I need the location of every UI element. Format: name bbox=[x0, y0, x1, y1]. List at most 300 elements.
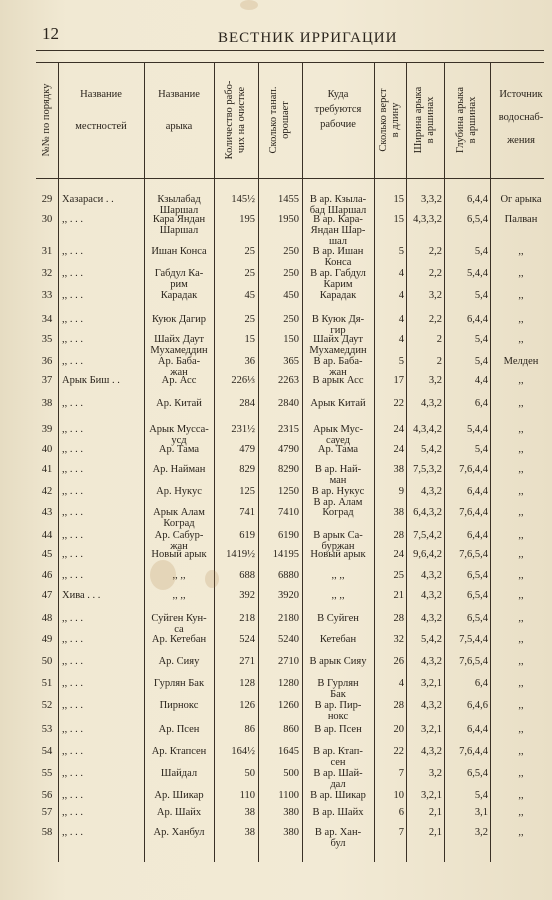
source-cell: ,, bbox=[518, 549, 524, 560]
length-cell: 22 bbox=[393, 398, 404, 409]
row-number: 32 bbox=[41, 268, 53, 279]
locality-cell: Хазараси . . bbox=[62, 194, 114, 205]
row-number: 54 bbox=[41, 746, 53, 757]
locality-cell: ,, . . . bbox=[62, 486, 83, 497]
tanap-cell: 8290 bbox=[278, 464, 299, 475]
locality-cell: ,, . . . bbox=[62, 700, 83, 711]
destination-cell: В ар. Нукус bbox=[311, 486, 365, 497]
destination-cell: В ар. Ишан bbox=[312, 246, 364, 257]
destination-cell: Конса bbox=[324, 257, 352, 268]
source-cell: ,, bbox=[518, 486, 524, 497]
width-cell: 4,3,2 bbox=[421, 398, 442, 409]
source-cell: ,, bbox=[518, 678, 524, 689]
workers-cell: 226⅓ bbox=[231, 375, 255, 386]
column-divider bbox=[214, 62, 215, 862]
aryk-name-cell: Ар. Псен bbox=[158, 724, 200, 735]
width-cell: 4,3,2 bbox=[421, 570, 442, 581]
length-cell: 15 bbox=[393, 194, 404, 205]
row-number: 34 bbox=[41, 314, 53, 325]
depth-cell: 6,5,4 bbox=[467, 768, 488, 779]
source-cell: ,, bbox=[518, 768, 524, 779]
tanap-cell: 860 bbox=[283, 724, 299, 735]
locality-cell: Хива . . . bbox=[62, 590, 101, 601]
aryk-name-cell: Ар. Ктапсен bbox=[151, 746, 207, 757]
column-divider bbox=[258, 62, 259, 862]
length-cell: 20 bbox=[393, 724, 404, 735]
row-number: 30 bbox=[41, 214, 53, 225]
aryk-name-cell: Карадак bbox=[160, 290, 198, 301]
column-divider bbox=[374, 62, 375, 862]
locality-cell: Арык Биш . . bbox=[62, 375, 120, 386]
aryk-name-cell: Ар. Тама bbox=[158, 444, 200, 455]
paper-stain bbox=[205, 570, 219, 588]
destination-cell: бул bbox=[330, 838, 346, 849]
length-cell: 5 bbox=[398, 246, 404, 257]
aryk-name-cell: Ишан Конса bbox=[151, 246, 207, 257]
width-cell: 4,3,4,2 bbox=[413, 424, 442, 435]
destination-cell: В ар. Псен bbox=[314, 724, 362, 735]
source-cell: ,, bbox=[518, 590, 524, 601]
row-number: 36 bbox=[41, 356, 53, 367]
aryk-name-cell: Ар. Шайх bbox=[156, 807, 202, 818]
aryk-name-cell: Куюк Дагир bbox=[151, 314, 207, 325]
destination-cell: сен bbox=[330, 757, 346, 768]
width-cell: 3,2,1 bbox=[421, 678, 442, 689]
locality-cell: ,, . . . bbox=[62, 827, 83, 838]
header-aryk: Название арыка bbox=[158, 89, 200, 132]
depth-cell: 3,1 bbox=[474, 807, 488, 818]
length-cell: 4 bbox=[398, 290, 404, 301]
aryk-name-cell: ,, ,, bbox=[172, 590, 186, 601]
header-width: Ширина арыка в аршинах bbox=[413, 86, 436, 154]
length-cell: 4 bbox=[398, 334, 404, 345]
source-cell: ,, bbox=[518, 613, 524, 624]
aryk-name-cell: Ар. Асс bbox=[161, 375, 197, 386]
source-cell: ,, bbox=[518, 790, 524, 801]
destination-cell: В ар. Кара- bbox=[313, 214, 363, 225]
workers-cell: 688 bbox=[239, 570, 255, 581]
row-number: 51 bbox=[41, 678, 53, 689]
row-number: 42 bbox=[41, 486, 53, 497]
tanap-cell: 365 bbox=[283, 356, 299, 367]
header-num: №№ по порядку bbox=[41, 83, 52, 157]
destination-cell: Коград bbox=[322, 507, 354, 518]
width-cell: 2,2 bbox=[428, 314, 442, 325]
destination-cell: ,, ,, bbox=[331, 570, 345, 581]
destination-cell: В ар. Хан- bbox=[314, 827, 362, 838]
header-workers: Количество рабо- чих на очистке bbox=[224, 80, 247, 160]
width-cell: 3,3,2 bbox=[421, 194, 442, 205]
destination-cell: В ар. Най- bbox=[314, 464, 362, 475]
source-cell: Палван bbox=[504, 214, 538, 225]
header-source: Источник водоснаб- жения bbox=[498, 89, 544, 146]
tanap-cell: 250 bbox=[283, 268, 299, 279]
workers-cell: 110 bbox=[239, 790, 255, 801]
destination-cell: дал bbox=[330, 779, 346, 790]
length-cell: 10 bbox=[393, 790, 404, 801]
workers-cell: 195 bbox=[239, 214, 255, 225]
row-number: 29 bbox=[41, 194, 53, 205]
source-cell: ,, bbox=[518, 375, 524, 386]
width-cell: 3,2,1 bbox=[421, 724, 442, 735]
width-cell: 3,2 bbox=[428, 375, 442, 386]
length-cell: 32 bbox=[393, 634, 404, 645]
source-cell: ,, bbox=[518, 634, 524, 645]
tanap-cell: 1950 bbox=[278, 214, 299, 225]
row-number: 49 bbox=[41, 634, 53, 645]
aryk-name-cell: усд bbox=[171, 435, 187, 446]
locality-cell: ,, . . . bbox=[62, 464, 83, 475]
source-cell: ,, bbox=[518, 444, 524, 455]
aryk-name-cell: Шаршал bbox=[159, 225, 199, 236]
tanap-cell: 250 bbox=[283, 246, 299, 257]
journal-title: ВЕСТНИК ИРРИГАЦИИ bbox=[218, 30, 398, 46]
depth-cell: 5,4,4 bbox=[467, 268, 488, 279]
length-cell: 26 bbox=[393, 656, 404, 667]
destination-cell: В ар. Баба- bbox=[313, 356, 363, 367]
destination-cell: Арык Мус- bbox=[312, 424, 364, 435]
source-cell: ,, bbox=[518, 530, 524, 541]
destination-cell: буржан bbox=[321, 541, 355, 552]
source-cell: ,, bbox=[518, 334, 524, 345]
row-number: 43 bbox=[41, 507, 53, 518]
tanap-cell: 500 bbox=[283, 768, 299, 779]
depth-cell: 7,6,4,4 bbox=[459, 507, 488, 518]
length-cell: 5 bbox=[398, 356, 404, 367]
workers-cell: 741 bbox=[239, 507, 255, 518]
depth-cell: 5,4,4 bbox=[467, 424, 488, 435]
workers-cell: 126 bbox=[239, 700, 255, 711]
length-cell: 22 bbox=[393, 746, 404, 757]
width-cell: 2,2 bbox=[428, 246, 442, 257]
locality-cell: ,, . . . bbox=[62, 507, 83, 518]
workers-cell: 25 bbox=[244, 246, 255, 257]
row-number: 48 bbox=[41, 613, 53, 624]
aryk-name-cell: Ар. Ханбул bbox=[153, 827, 205, 838]
length-cell: 28 bbox=[393, 530, 404, 541]
aryk-name-cell: Кзылабад bbox=[157, 194, 201, 205]
source-cell: ,, bbox=[518, 464, 524, 475]
workers-cell: 36 bbox=[244, 356, 255, 367]
destination-cell: Мухамеддин bbox=[309, 345, 367, 356]
locality-cell: ,, . . . bbox=[62, 290, 83, 301]
tanap-cell: 6880 bbox=[278, 570, 299, 581]
source-cell: ,, bbox=[518, 700, 524, 711]
workers-cell: 15 bbox=[244, 334, 255, 345]
locality-cell: ,, . . . bbox=[62, 807, 83, 818]
source-cell: ,, bbox=[518, 246, 524, 257]
column-divider bbox=[302, 62, 303, 862]
destination-cell: Кетебан bbox=[319, 634, 357, 645]
depth-cell: 3,2 bbox=[474, 827, 488, 838]
depth-cell: 6,4,4 bbox=[467, 314, 488, 325]
width-cell: 4,3,2 bbox=[421, 656, 442, 667]
destination-cell: В ар. Габдул bbox=[310, 268, 366, 279]
aryk-name-cell: Ар. Шикар bbox=[154, 790, 204, 801]
destination-cell: Яндан Шар- bbox=[310, 225, 366, 236]
workers-cell: 128 bbox=[239, 678, 255, 689]
width-cell: 4,3,2 bbox=[421, 700, 442, 711]
depth-cell: 6,4 bbox=[474, 678, 488, 689]
tanap-cell: 4790 bbox=[278, 444, 299, 455]
workers-cell: 25 bbox=[244, 314, 255, 325]
tanap-cell: 5240 bbox=[278, 634, 299, 645]
width-cell: 4,3,2 bbox=[421, 590, 442, 601]
width-cell: 9,6,4,2 bbox=[413, 549, 442, 560]
aryk-name-cell: Арык Алам bbox=[153, 507, 205, 518]
locality-cell: ,, . . . bbox=[62, 724, 83, 735]
aryk-name-cell: Арык Мусса- bbox=[149, 424, 209, 435]
tanap-cell: 1100 bbox=[278, 790, 299, 801]
aryk-name-cell: Ар. Найман bbox=[152, 464, 206, 475]
workers-cell: 45 bbox=[244, 290, 255, 301]
aryk-name-cell: Кара Яндан bbox=[152, 214, 206, 225]
aryk-name-cell: Габдул Ка- bbox=[154, 268, 204, 279]
header-rule-top bbox=[36, 50, 544, 51]
width-cell: 4,3,3,2 bbox=[413, 214, 442, 225]
width-cell: 4,3,2 bbox=[421, 746, 442, 757]
tanap-cell: 2840 bbox=[278, 398, 299, 409]
row-number: 44 bbox=[41, 530, 53, 541]
source-cell: ,, bbox=[518, 656, 524, 667]
header-where: Куда требуются рабочие bbox=[314, 89, 362, 130]
source-cell: ,, bbox=[518, 827, 524, 838]
depth-cell: 6,5,4 bbox=[467, 214, 488, 225]
aryk-name-cell: Коград bbox=[163, 518, 195, 529]
depth-cell: 5,4 bbox=[474, 246, 488, 257]
depth-cell: 5,4 bbox=[474, 334, 488, 345]
row-number: 55 bbox=[41, 768, 53, 779]
destination-cell: В Куюк Дя- bbox=[311, 314, 365, 325]
width-cell: 6,4,3,2 bbox=[413, 507, 442, 518]
depth-cell: 5,4 bbox=[474, 790, 488, 801]
workers-cell: 125 bbox=[239, 486, 255, 497]
tanap-cell: 380 bbox=[283, 827, 299, 838]
paper-stain bbox=[150, 560, 176, 590]
aryk-name-cell: ,, ,, bbox=[172, 570, 186, 581]
destination-cell: В ар. Ктап- bbox=[313, 746, 363, 757]
destination-cell: Ар. Тама bbox=[317, 444, 359, 455]
source-cell: ,, bbox=[518, 724, 524, 735]
depth-cell: 6,5,4 bbox=[467, 570, 488, 581]
locality-cell: ,, . . . bbox=[62, 790, 83, 801]
width-cell: 3,2 bbox=[428, 290, 442, 301]
row-number: 47 bbox=[41, 590, 53, 601]
width-cell: 4,3,2 bbox=[421, 486, 442, 497]
length-cell: 9 bbox=[398, 486, 404, 497]
aryk-name-cell: Суйген Кун- bbox=[151, 613, 207, 624]
locality-cell: ,, . . . bbox=[62, 444, 83, 455]
column-divider bbox=[490, 62, 491, 862]
row-number: 50 bbox=[41, 656, 53, 667]
workers-cell: 145½ bbox=[231, 194, 255, 205]
locality-cell: ,, . . . bbox=[62, 678, 83, 689]
locality-cell: ,, . . . bbox=[62, 356, 83, 367]
tanap-cell: 14195 bbox=[272, 549, 299, 560]
row-number: 38 bbox=[41, 398, 53, 409]
width-cell: 2,1 bbox=[428, 807, 442, 818]
length-cell: 28 bbox=[393, 700, 404, 711]
paper-stain bbox=[240, 0, 258, 10]
source-cell: ,, bbox=[518, 398, 524, 409]
column-divider bbox=[144, 62, 145, 862]
column-divider bbox=[58, 62, 59, 862]
row-number: 40 bbox=[41, 444, 53, 455]
locality-cell: ,, . . . bbox=[62, 656, 83, 667]
destination-cell: Карадак bbox=[319, 290, 357, 301]
locality-cell: ,, . . . bbox=[62, 530, 83, 541]
workers-cell: 38 bbox=[244, 807, 255, 818]
row-number: 35 bbox=[41, 334, 53, 345]
locality-cell: ,, . . . bbox=[62, 398, 83, 409]
width-cell: 2,2 bbox=[428, 268, 442, 279]
locality-cell: ,, . . . bbox=[62, 570, 83, 581]
destination-cell: жан bbox=[329, 367, 347, 378]
destination-cell: В арык Сияу bbox=[309, 656, 367, 667]
depth-cell: 6,4,6 bbox=[467, 700, 488, 711]
destination-cell: бад Шаршал bbox=[309, 205, 367, 216]
depth-cell: 7,5,4,4 bbox=[459, 634, 488, 645]
workers-cell: 829 bbox=[239, 464, 255, 475]
tanap-cell: 250 bbox=[283, 314, 299, 325]
length-cell: 38 bbox=[393, 507, 404, 518]
aryk-name-cell: Шайдал bbox=[160, 768, 198, 779]
aryk-name-cell: Шайх Даут bbox=[154, 334, 204, 345]
workers-cell: 86 bbox=[244, 724, 255, 735]
destination-cell: В Гурлян bbox=[317, 678, 359, 689]
source-cell: ,, bbox=[518, 507, 524, 518]
aryk-name-cell: Ар. Сияу bbox=[158, 656, 200, 667]
depth-cell: 7,6,5,4 bbox=[459, 656, 488, 667]
depth-cell: 6,4,4 bbox=[467, 194, 488, 205]
source-cell: ,, bbox=[518, 268, 524, 279]
tanap-cell: 6190 bbox=[278, 530, 299, 541]
width-cell: 2 bbox=[436, 334, 442, 345]
header-depth: Глубина арыка в аршинах bbox=[455, 86, 478, 154]
aryk-name-cell: Ар. Сабур- bbox=[154, 530, 204, 541]
length-cell: 4 bbox=[398, 678, 404, 689]
locality-cell: ,, . . . bbox=[62, 214, 83, 225]
destination-cell: шал bbox=[328, 236, 348, 247]
depth-cell: 6,4,4 bbox=[467, 486, 488, 497]
row-number: 56 bbox=[41, 790, 53, 801]
tanap-cell: 7410 bbox=[278, 507, 299, 518]
destination-cell: В ар. Шайх bbox=[312, 807, 364, 818]
length-cell: 7 bbox=[398, 827, 404, 838]
width-cell: 2,1 bbox=[428, 827, 442, 838]
row-number: 58 bbox=[41, 827, 53, 838]
aryk-name-cell: Пирнокс bbox=[159, 700, 199, 711]
locality-cell: ,, . . . bbox=[62, 268, 83, 279]
tanap-cell: 450 bbox=[283, 290, 299, 301]
width-cell: 7,5,3,2 bbox=[413, 464, 442, 475]
row-number: 31 bbox=[41, 246, 53, 257]
destination-cell: Шайх Даут bbox=[313, 334, 363, 345]
destination-cell: В Суйген bbox=[317, 613, 359, 624]
source-cell: ,, bbox=[518, 746, 524, 757]
destination-cell: В арык Асс bbox=[312, 375, 364, 386]
length-cell: 24 bbox=[393, 549, 404, 560]
length-cell: 17 bbox=[393, 375, 404, 386]
workers-cell: 231½ bbox=[231, 424, 255, 435]
column-divider bbox=[406, 62, 407, 862]
depth-cell: 6,5,4 bbox=[467, 590, 488, 601]
locality-cell: ,, . . . bbox=[62, 334, 83, 345]
aryk-name-cell: Ар. Баба- bbox=[157, 356, 201, 367]
source-cell: ,, bbox=[518, 570, 524, 581]
width-cell: 2 bbox=[436, 356, 442, 367]
workers-cell: 271 bbox=[239, 656, 255, 667]
depth-cell: 7,6,4,4 bbox=[459, 464, 488, 475]
length-cell: 6 bbox=[398, 807, 404, 818]
locality-cell: ,, . . . bbox=[62, 314, 83, 325]
source-cell: ,, bbox=[518, 424, 524, 435]
depth-cell: 6,4,4 bbox=[467, 530, 488, 541]
destination-cell: ,, ,, bbox=[331, 590, 345, 601]
length-cell: 24 bbox=[393, 424, 404, 435]
destination-cell: В ар. Шикар bbox=[310, 790, 366, 801]
length-cell: 15 bbox=[393, 214, 404, 225]
workers-cell: 1419½ bbox=[226, 549, 255, 560]
aryk-name-cell: Ар. Китай bbox=[156, 398, 202, 409]
workers-cell: 25 bbox=[244, 268, 255, 279]
workers-cell: 524 bbox=[239, 634, 255, 645]
row-number: 57 bbox=[41, 807, 53, 818]
workers-cell: 164½ bbox=[231, 746, 255, 757]
locality-cell: ,, . . . bbox=[62, 634, 83, 645]
locality-cell: ,, . . . bbox=[62, 746, 83, 757]
depth-cell: 4,4 bbox=[474, 375, 488, 386]
row-number: 33 bbox=[41, 290, 53, 301]
tanap-cell: 150 bbox=[283, 334, 299, 345]
destination-cell: гир bbox=[330, 325, 346, 336]
row-number: 45 bbox=[41, 549, 53, 560]
width-cell: 5,4,2 bbox=[421, 444, 442, 455]
aryk-name-cell: Новый арык bbox=[151, 549, 207, 560]
destination-cell: Арык Китай bbox=[310, 398, 366, 409]
page-number: 12 bbox=[42, 24, 59, 43]
column-divider bbox=[444, 62, 445, 862]
length-cell: 21 bbox=[393, 590, 404, 601]
destination-cell: Новый арык bbox=[310, 549, 366, 560]
tanap-cell: 2180 bbox=[278, 613, 299, 624]
locality-cell: ,, . . . bbox=[62, 613, 83, 624]
tanap-cell: 1645 bbox=[278, 746, 299, 757]
source-cell: Ог арыка bbox=[500, 194, 542, 205]
destination-cell: Бак bbox=[330, 689, 346, 700]
destination-cell: ман bbox=[329, 475, 347, 486]
depth-cell: 7,6,5,4 bbox=[459, 549, 488, 560]
aryk-name-cell: Ар. Нукус bbox=[156, 486, 202, 497]
locality-cell: ,, . . . bbox=[62, 424, 83, 435]
depth-cell: 5,4 bbox=[474, 356, 488, 367]
destination-cell: В арык Са- bbox=[313, 530, 363, 541]
source-cell: ,, bbox=[518, 314, 524, 325]
locality-cell: ,, . . . bbox=[62, 246, 83, 257]
aryk-name-cell: са bbox=[174, 624, 184, 635]
depth-cell: 6,4 bbox=[474, 398, 488, 409]
destination-cell: В ар. Пир- bbox=[314, 700, 362, 711]
header-locality: Название местностей bbox=[75, 89, 127, 132]
source-cell: Мелден bbox=[503, 356, 539, 367]
locality-cell: ,, . . . bbox=[62, 549, 83, 560]
length-cell: 38 bbox=[393, 464, 404, 475]
destination-cell: В ар. Шай- bbox=[313, 768, 363, 779]
row-number: 37 bbox=[41, 375, 53, 386]
length-cell: 24 bbox=[393, 444, 404, 455]
width-cell: 3,2,1 bbox=[421, 790, 442, 801]
tanap-cell: 1280 bbox=[278, 678, 299, 689]
